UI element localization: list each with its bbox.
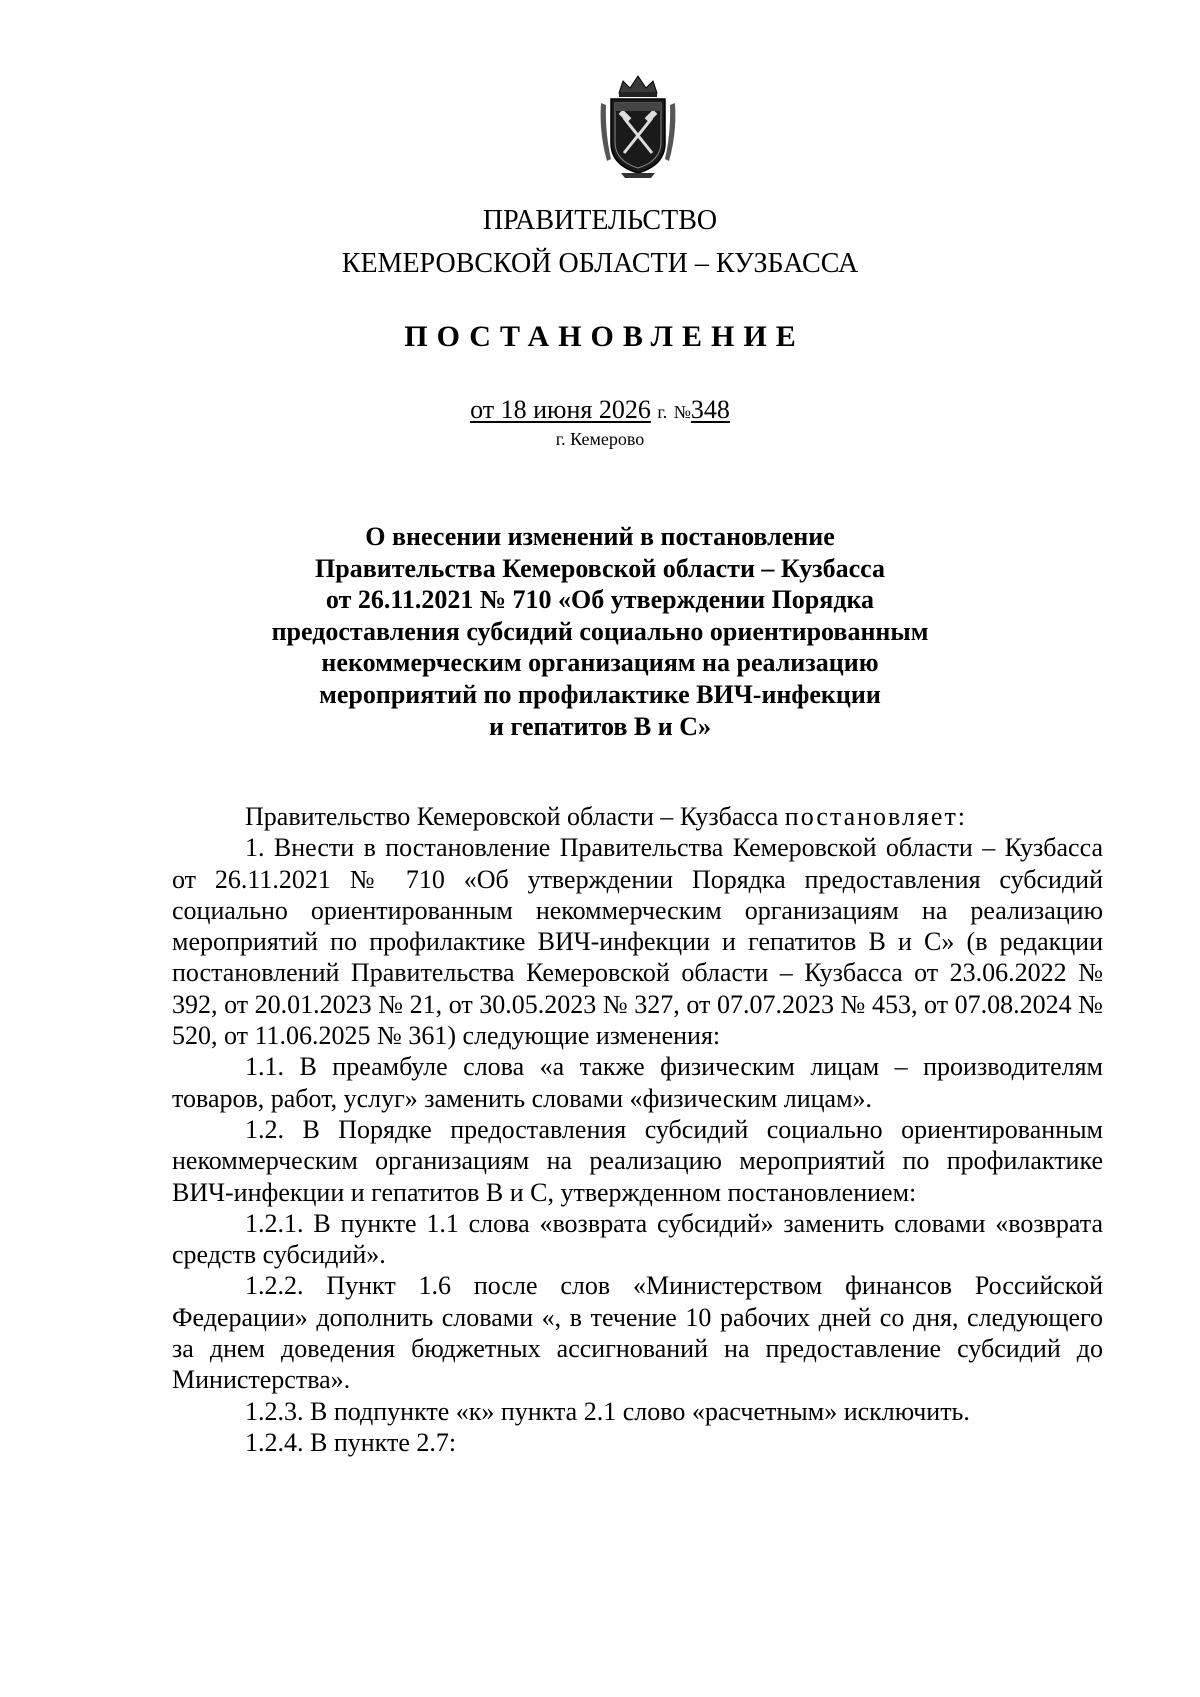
preamble-text: Правительство Кемеровской области – Кузбасса	[245, 802, 785, 831]
year-suffix: г.	[657, 402, 668, 422]
paragraph-1-2-3: 1.2.3. В подпункте «к» пункта 2.1 слово «расчетным» исключить.	[245, 1396, 970, 1426]
title-line: мероприятий по профилактике ВИЧ-инфекции	[319, 679, 881, 709]
document-number: 348	[690, 395, 730, 424]
document-city: г. Кемерово	[555, 429, 645, 449]
preamble-verb: постановляет:	[784, 802, 968, 831]
paragraph-1-2-2: 1.2.2. Пункт 1.6 после слов «Министерством финансов Российской Федерации» дополнить словами «, в течение 10 рабочих дней со дня, следующего за днем доведения бюджетных ассигнований на предоставление субсидий до Министерства».	[172, 1271, 1103, 1395]
paragraph-1-2: 1.2. В Порядке предоставления субсидий социально ориентированным некоммерческим организациям на реализацию мероприятий по профилактике ВИЧ-инфекции и гепатитов В и С, утвержденном постановлением:	[172, 1114, 1103, 1207]
title-line: и гепатитов В и С»	[489, 711, 711, 741]
preamble	[172, 801, 1103, 832]
number-sign: №	[673, 402, 691, 422]
paragraph-1: 1. Внести в постановление Правительства Кемеровской области – Кузбасса от 26.11.2021 № 710 «Об утверждении Порядка предоставления субсидий социально ориентированным некоммерческим организациям на реализацию мероприятий по профилактике ВИЧ-инфекции и гепатитов В и С» (в редакции постановлений Правительства Кемеровской области – Кузбасса от 23.06.2022 № 392, от 20.01.2023 № 21, от 30.05.2023 № 327, от 07.07.2023 № 453, от 07.08.2024 № 520, от 11.06.2025 № 361) следующие изменения:	[172, 833, 1103, 1051]
document-title	[240, 521, 960, 742]
paragraph-1-2-4: 1.2.4. В пункте 2.7:	[245, 1427, 457, 1457]
document-body	[172, 801, 1103, 1458]
title-line: некоммерческим организациям на реализацию	[321, 648, 879, 678]
title-line: Правительства Кемеровской области – Кузбасса	[315, 553, 885, 583]
paragraph-1-2-1: 1.2.1. В пункте 1.1 слова «возврата субсидий» заменить словами «возврата средств субсидий».	[172, 1208, 1103, 1270]
title-line: О внесении изменений в постановление	[365, 522, 835, 551]
title-line: от 26.11.2021 № 710 «Об утверждении Порядка	[325, 585, 875, 615]
organization-region: КЕМЕРОВСКОЙ ОБЛАСТИ – КУЗБАССА	[341, 248, 859, 279]
organization-name: ПРАВИТЕЛЬСТВО	[482, 205, 718, 236]
document-date: от 18 июня 2026	[470, 395, 651, 424]
document-date-number	[0, 394, 1200, 428]
title-line: предоставления субсидий социально ориентированным	[271, 616, 929, 646]
document-type: ПОСТАНОВЛЕНИЕ	[404, 320, 805, 353]
kuzbass-coat-of-arms-icon	[597, 73, 679, 179]
paragraph-1-1: 1.1. В преамбуле слова «а также физическим лицам – производителям товаров, работ, услуг» заменить словами «физическим лицам».	[172, 1052, 1103, 1113]
